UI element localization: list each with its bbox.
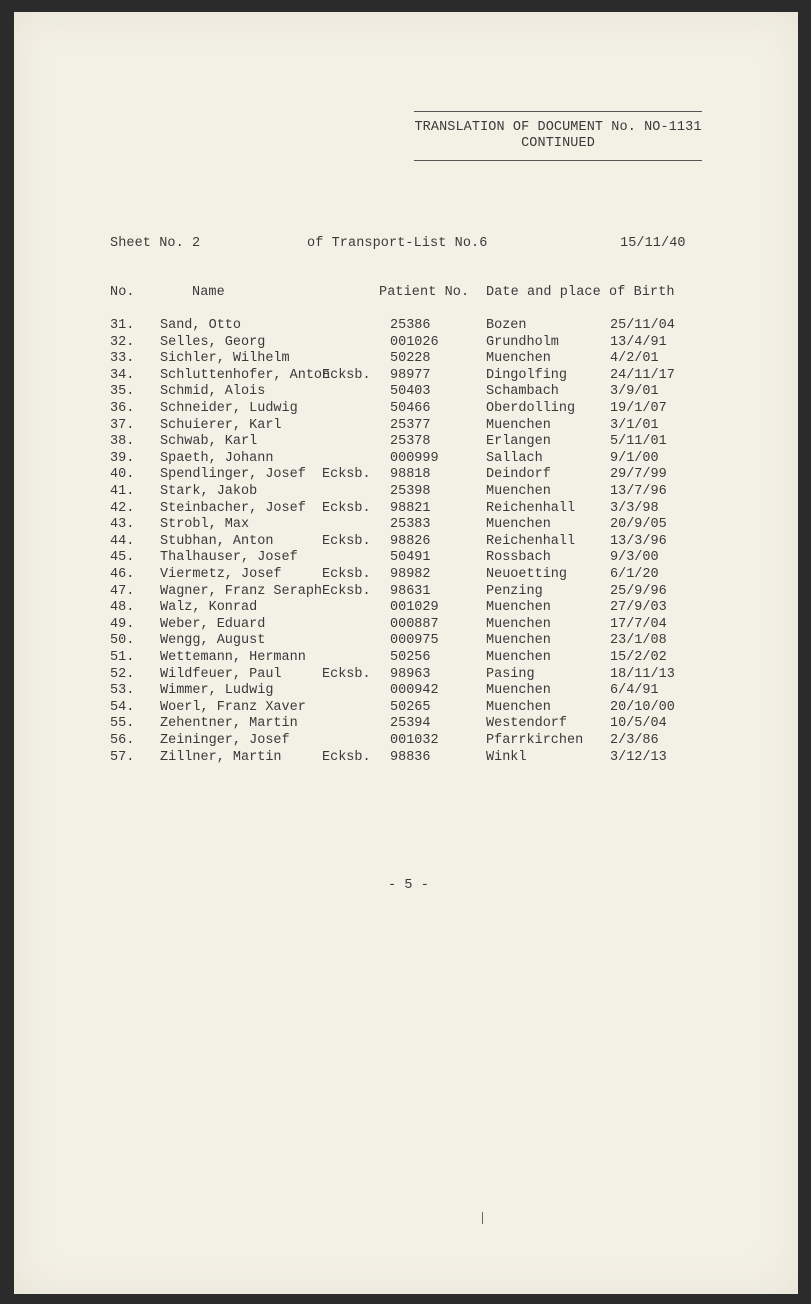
cell-no: 34.: [110, 367, 135, 383]
table-row: [14, 451, 798, 467]
cell-date: 9/1/00: [610, 450, 659, 466]
cell-place: Penzing: [486, 583, 543, 599]
table-row: [14, 700, 798, 716]
cell-place: Pfarrkirchen: [486, 733, 584, 748]
cell-date: 27/9/03: [610, 600, 667, 616]
cell-ext: Ecksb.: [322, 500, 371, 516]
cell-date: 23/1/08: [610, 633, 667, 649]
page-number: - 5 -: [388, 878, 430, 893]
scan-mark: [482, 1212, 483, 1224]
cell-place: Schambach: [486, 384, 559, 400]
col-header-name: Name: [192, 285, 225, 300]
table-row: [14, 434, 798, 450]
cell-date: 18/11/13: [610, 666, 675, 682]
cell-pat: 25378: [390, 434, 431, 450]
col-header-birth: Date and place of Birth: [486, 285, 675, 300]
cell-place: Grundholm: [486, 334, 559, 350]
cell-name: Stubhan, Anton: [160, 533, 274, 549]
cell-name: Schuierer, Karl: [160, 417, 282, 433]
cell-pat: 98631: [390, 583, 431, 599]
cell-date: 25/11/04: [610, 318, 675, 333]
cell-name: Spaeth, Johann: [160, 450, 274, 466]
cell-ext: Ecksb.: [322, 666, 371, 682]
cell-no: 42.: [110, 500, 135, 516]
cell-place: Muenchen: [486, 600, 551, 616]
cell-no: 52.: [110, 666, 135, 682]
cell-ext: Ecksb.: [322, 749, 371, 765]
table-row: [14, 418, 798, 434]
table-row: [14, 335, 798, 351]
cell-pat: 50228: [390, 351, 431, 367]
cell-no: 54.: [110, 699, 135, 715]
table-row: [14, 368, 798, 384]
cell-place: Deindorf: [486, 467, 551, 483]
table-row: [14, 600, 798, 616]
cell-no: 33.: [110, 351, 135, 367]
cell-date: 9/3/00: [610, 550, 659, 566]
cell-place: Muenchen: [486, 517, 551, 533]
cell-name: Spendlinger, Josef: [160, 467, 306, 483]
cell-date: 29/7/99: [610, 467, 667, 483]
cell-date: 5/11/01: [610, 434, 667, 450]
cell-pat: 98836: [390, 749, 431, 765]
cell-no: 46.: [110, 567, 135, 582]
cell-place: Muenchen: [486, 633, 551, 649]
cell-name: Stark, Jakob: [160, 484, 258, 499]
cell-pat: 000975: [390, 633, 439, 649]
cell-pat: 98818: [390, 467, 431, 483]
table-row: [14, 467, 798, 483]
cell-no: 43.: [110, 517, 135, 533]
cell-pat: 50491: [390, 550, 431, 566]
table-row: [14, 550, 798, 566]
cell-place: Rossbach: [486, 550, 551, 566]
cell-date: 4/2/01: [610, 351, 659, 367]
cell-pat: 25398: [390, 484, 431, 499]
cell-date: 19/1/07: [610, 401, 667, 416]
cell-no: 39.: [110, 450, 135, 466]
cell-place: Reichenhall: [486, 500, 576, 516]
cell-date: 15/2/02: [610, 650, 667, 665]
table-row: [14, 650, 798, 666]
cell-name: Zillner, Martin: [160, 749, 282, 765]
cell-place: Muenchen: [486, 417, 551, 433]
cell-name: Thalhauser, Josef: [160, 550, 298, 566]
table-row: [14, 401, 798, 417]
cell-no: 48.: [110, 600, 135, 616]
cell-name: Wimmer, Ludwig: [160, 683, 274, 699]
cell-place: Bozen: [486, 318, 527, 333]
col-header-patient: Patient No.: [379, 285, 470, 300]
cell-no: 31.: [110, 318, 135, 333]
cell-pat: 98982: [390, 567, 431, 582]
cell-pat: 50265: [390, 699, 431, 715]
table-row: [14, 733, 798, 749]
table-row: [14, 567, 798, 583]
cell-name: Wildfeuer, Paul: [160, 666, 282, 682]
cell-place: Sallach: [486, 450, 543, 466]
cell-no: 38.: [110, 434, 135, 450]
cell-name: Sichler, Wilhelm: [160, 351, 290, 367]
cell-date: 20/9/05: [610, 517, 667, 533]
cell-name: Strobl, Max: [160, 517, 250, 533]
cell-place: Muenchen: [486, 650, 551, 665]
cell-name: Wagner, Franz Seraph: [160, 583, 323, 599]
cell-no: 32.: [110, 334, 135, 350]
cell-name: Steinbacher, Josef: [160, 500, 306, 516]
cell-ext: Ecksb.: [322, 533, 371, 549]
cell-pat: 000887: [390, 616, 439, 632]
cell-ext: Ecksb.: [322, 467, 371, 483]
cell-place: Muenchen: [486, 616, 551, 632]
cell-pat: 98977: [390, 367, 431, 383]
cell-no: 51.: [110, 650, 135, 665]
cell-date: 13/4/91: [610, 334, 667, 350]
cell-place: Dingolfing: [486, 367, 568, 383]
cell-date: 6/4/91: [610, 683, 659, 699]
cell-name: Zehentner, Martin: [160, 716, 298, 732]
cell-place: Westendorf: [486, 716, 568, 732]
cell-name: Schneider, Ludwig: [160, 401, 298, 416]
table-row: [14, 484, 798, 500]
cell-pat: 25386: [390, 318, 431, 333]
table-row: [14, 384, 798, 400]
cell-no: 40.: [110, 467, 135, 483]
cell-ext: Ecksb.: [322, 583, 371, 599]
header-top-rule: [414, 111, 702, 112]
cell-pat: 98821: [390, 500, 431, 516]
cell-name: Walz, Konrad: [160, 600, 258, 616]
cell-no: 47.: [110, 583, 135, 599]
cell-date: 13/7/96: [610, 484, 667, 499]
cell-no: 37.: [110, 417, 135, 433]
cell-no: 36.: [110, 401, 135, 416]
cell-name: Schmid, Alois: [160, 384, 266, 400]
cell-no: 49.: [110, 616, 135, 632]
cell-place: Winkl: [486, 749, 527, 765]
cell-date: 3/12/13: [610, 749, 667, 765]
cell-pat: 25394: [390, 716, 431, 732]
cell-place: Pasing: [486, 666, 535, 682]
cell-no: 35.: [110, 384, 135, 400]
cell-name: Selles, Georg: [160, 334, 266, 350]
cell-place: Muenchen: [486, 699, 551, 715]
cell-place: Muenchen: [486, 484, 551, 499]
cell-pat: 25377: [390, 417, 431, 433]
table-row: [14, 667, 798, 683]
cell-date: 25/9/96: [610, 583, 667, 599]
cell-date: 13/3/96: [610, 533, 667, 549]
cell-pat: 001032: [390, 733, 439, 748]
cell-place: Muenchen: [486, 683, 551, 699]
cell-pat: 000999: [390, 450, 439, 466]
cell-pat: 001029: [390, 600, 439, 616]
cell-no: 56.: [110, 733, 135, 748]
cell-pat: 50403: [390, 384, 431, 400]
cell-no: 55.: [110, 716, 135, 732]
cell-name: Viermetz, Josef: [160, 567, 282, 582]
cell-no: 45.: [110, 550, 135, 566]
table-row: [14, 584, 798, 600]
cell-name: Schluttenhofer, Anton: [160, 367, 331, 383]
col-header-no: No.: [110, 285, 135, 300]
cell-ext: Ecksb.: [322, 567, 371, 582]
cell-date: 6/1/20: [610, 567, 659, 582]
list-date: 15/11/40: [620, 236, 686, 251]
table-row: [14, 617, 798, 633]
document-subtitle: CONTINUED: [521, 136, 595, 151]
cell-no: 57.: [110, 749, 135, 765]
cell-place: Oberdolling: [486, 401, 576, 416]
table-row: [14, 750, 798, 766]
cell-name: Zeininger, Josef: [160, 733, 290, 748]
cell-name: Weber, Eduard: [160, 616, 266, 632]
cell-date: 3/9/01: [610, 384, 659, 400]
cell-no: 41.: [110, 484, 135, 499]
sheet-number: Sheet No. 2: [110, 236, 201, 251]
table-row: [14, 351, 798, 367]
cell-place: Muenchen: [486, 351, 551, 367]
cell-place: Reichenhall: [486, 533, 576, 549]
cell-pat: 98826: [390, 533, 431, 549]
cell-date: 2/3/86: [610, 733, 659, 748]
cell-pat: 25383: [390, 517, 431, 533]
cell-no: 44.: [110, 533, 135, 549]
cell-name: Schwab, Karl: [160, 434, 258, 450]
cell-name: Woerl, Franz Xaver: [160, 699, 306, 715]
transport-list: of Transport-List No.6: [307, 236, 488, 251]
table-row: [14, 517, 798, 533]
table-row: [14, 716, 798, 732]
table-row: [14, 683, 798, 699]
document-page: [14, 12, 798, 1294]
cell-pat: 50256: [390, 650, 431, 665]
cell-pat: 50466: [390, 401, 431, 416]
cell-pat: 000942: [390, 683, 439, 699]
cell-date: 17/7/04: [610, 616, 667, 632]
cell-pat: 001026: [390, 334, 439, 350]
cell-place: Neuoetting: [486, 567, 568, 582]
cell-ext: Ecksb.: [322, 367, 371, 383]
cell-date: 3/3/98: [610, 500, 659, 516]
table-row: [14, 534, 798, 550]
cell-date: 20/10/00: [610, 699, 675, 715]
cell-name: Sand, Otto: [160, 318, 242, 333]
cell-no: 50.: [110, 633, 135, 649]
table-row: [14, 501, 798, 517]
cell-date: 3/1/01: [610, 417, 659, 433]
table-row: [14, 633, 798, 649]
table-row: [14, 318, 798, 334]
cell-name: Wettemann, Hermann: [160, 650, 306, 665]
cell-place: Erlangen: [486, 434, 551, 450]
cell-name: Wengg, August: [160, 633, 266, 649]
cell-no: 53.: [110, 683, 135, 699]
cell-date: 10/5/04: [610, 716, 667, 732]
cell-pat: 98963: [390, 666, 431, 682]
document-title: TRANSLATION OF DOCUMENT No. NO-1131: [414, 120, 702, 135]
cell-date: 24/11/17: [610, 367, 675, 383]
header-bottom-rule: [414, 160, 702, 161]
